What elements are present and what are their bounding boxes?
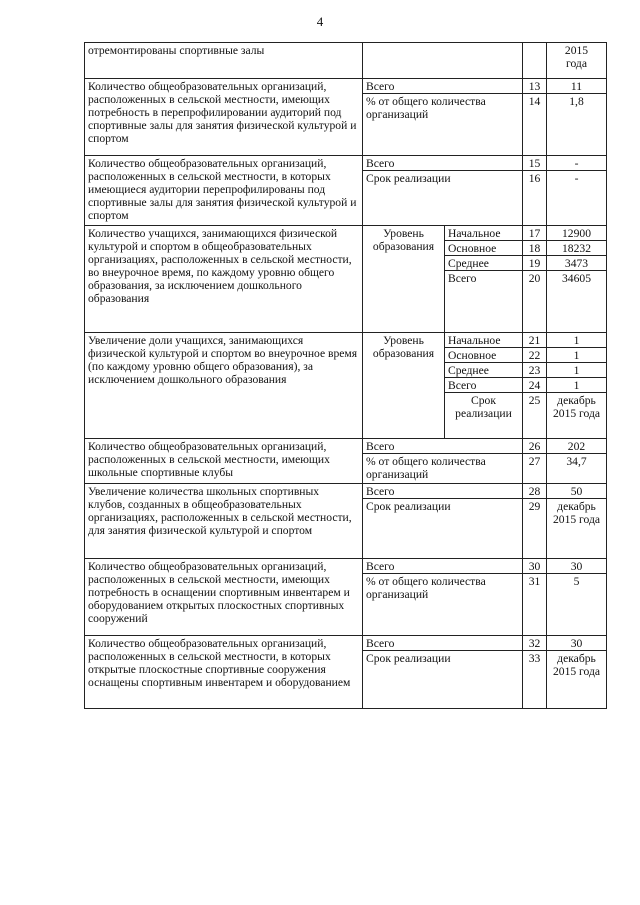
value-cell: 18232 <box>547 241 607 256</box>
row-number-cell: 26 <box>523 439 547 454</box>
row-number-cell: 32 <box>523 636 547 651</box>
value-cell <box>547 43 607 79</box>
group-label-cell: Уровень образования <box>363 226 445 333</box>
value-line: года <box>566 57 587 70</box>
subindicator-cell: Всего <box>363 636 523 651</box>
value-cell: декабрь 2015 года <box>547 393 607 439</box>
value-cell: 30 <box>547 636 607 651</box>
row-number-cell: 30 <box>523 559 547 574</box>
row-number-cell: 28 <box>523 484 547 499</box>
subindicator-cell <box>363 43 523 79</box>
table-row <box>85 439 607 454</box>
row-number-cell: 21 <box>523 333 547 348</box>
value-cell: 50 <box>547 484 607 499</box>
value-cell: 3473 <box>547 256 607 271</box>
value-cell: 34,7 <box>547 454 607 484</box>
value-cell: 1 <box>547 378 607 393</box>
row-number-cell: 19 <box>523 256 547 271</box>
indicator-cell: Увеличение доли учащихся, занимающихся физической культурой и спортом во внеурочное время (по каждому уровню общего образования), за исключением дошкольного образования <box>85 333 363 439</box>
value-cell: 5 <box>547 574 607 636</box>
row-number-cell: 27 <box>523 454 547 484</box>
subindicator-cell: Всего <box>363 79 523 94</box>
subindicator-cell: Среднее <box>445 256 523 271</box>
row-number-cell: 14 <box>523 94 547 156</box>
row-number-cell <box>523 43 547 79</box>
row-number-cell: 25 <box>523 393 547 439</box>
subindicator-cell: % от общего количества организаций <box>363 574 523 636</box>
subindicator-cell: Всего <box>363 439 523 454</box>
indicator-cell: Количество общеобразовательных организаций, расположенных в сельской местности, имеющих потребность в перепрофилировании аудиторий под спортивные залы для занятия физической культурой и спортом <box>85 79 363 156</box>
row-number-cell: 23 <box>523 363 547 378</box>
subindicator-cell: Начальное <box>445 333 523 348</box>
row-number-cell: 15 <box>523 156 547 171</box>
subindicator-cell: Всего <box>363 484 523 499</box>
indicator-cell: отремонтированы спортивные залы <box>85 43 363 79</box>
subindicator-cell: % от общего количества организаций <box>363 94 523 156</box>
value-cell: 11 <box>547 79 607 94</box>
indicator-cell: Количество общеобразовательных организаций, расположенных в сельской местности, имеющих школьные спортивные клубы <box>85 439 363 484</box>
subindicator-cell: Срок реализации <box>363 651 523 709</box>
subindicator-cell: Основное <box>445 241 523 256</box>
indicator-cell: Количество общеобразовательных организаций, расположенных в сельской местности, имеющих потребность в оснащении спортивным инвентарем и оборудованием открытых плоскостных спортивных сооружений <box>85 559 363 636</box>
value-cell: декабрь 2015 года <box>547 499 607 559</box>
indicator-cell: Количество общеобразовательных организаций, расположенных в сельской местности, в которых открытые плоскостные спортивные сооружения оснащены спортивным инвентарем и оборудованием <box>85 636 363 709</box>
subindicator-cell: Всего <box>445 378 523 393</box>
subindicator-cell: Начальное <box>445 226 523 241</box>
indicator-cell: Количество учащихся, занимающихся физической культурой и спортом в общеобразовательных организациях, расположенных в сельской местности, во внеурочное время, по каждому уровню общего образования, за исключением дошкольного образования <box>85 226 363 333</box>
table-row <box>85 484 607 499</box>
table-row <box>85 79 607 94</box>
subindicator-cell: Срок реализации <box>363 499 523 559</box>
indicator-cell: Количество общеобразовательных организаций, расположенных в сельской местности, в которых имеющиеся аудитории перепрофилированы под спортивные залы для занятия физической культурой и спортом <box>85 156 363 226</box>
value-cell: 1,8 <box>547 94 607 156</box>
row-number-cell: 22 <box>523 348 547 363</box>
value-line: 2015 <box>564 44 589 57</box>
subindicator-cell: Всего <box>363 156 523 171</box>
indicators-table <box>84 42 607 709</box>
value-cell: 34605 <box>547 271 607 333</box>
page-number: 4 <box>316 14 324 29</box>
row-number-cell: 17 <box>523 226 547 241</box>
subindicator-cell: Среднее <box>445 363 523 378</box>
value-cell: 1 <box>547 348 607 363</box>
subindicator-cell: Всего <box>445 271 523 333</box>
value-cell: декабрь 2015 года <box>547 651 607 709</box>
indicator-cell: Увеличение количества школьных спортивных клубов, созданных в общеобразовательных организациях, расположенных в сельской местности, для занятия физической культурой и спортом <box>85 484 363 559</box>
table-row <box>85 333 607 348</box>
row-number-cell: 20 <box>523 271 547 333</box>
row-number-cell: 13 <box>523 79 547 94</box>
row-number-cell: 24 <box>523 378 547 393</box>
value-cell: 1 <box>547 363 607 378</box>
row-number-cell: 31 <box>523 574 547 636</box>
subindicator-cell: Всего <box>363 559 523 574</box>
value-cell: - <box>547 171 607 226</box>
subindicator-cell: % от общего количества организаций <box>363 454 523 484</box>
subindicator-cell: Основное <box>445 348 523 363</box>
table-row <box>85 226 607 241</box>
table-row <box>85 43 607 79</box>
row-number-cell: 33 <box>523 651 547 709</box>
row-number-cell: 16 <box>523 171 547 226</box>
row-number-cell: 18 <box>523 241 547 256</box>
group-label-cell: Уровень образования <box>363 333 445 439</box>
subindicator-cell: Срок реализации <box>445 393 523 439</box>
value-cell: 1 <box>547 333 607 348</box>
value-cell: 202 <box>547 439 607 454</box>
value-cell: 12900 <box>547 226 607 241</box>
value-cell: - <box>547 156 607 171</box>
table-row <box>85 156 607 171</box>
table-row <box>85 559 607 574</box>
value-cell: 30 <box>547 559 607 574</box>
subindicator-cell: Срок реализации <box>363 171 523 226</box>
row-number-cell: 29 <box>523 499 547 559</box>
table-row <box>85 636 607 651</box>
